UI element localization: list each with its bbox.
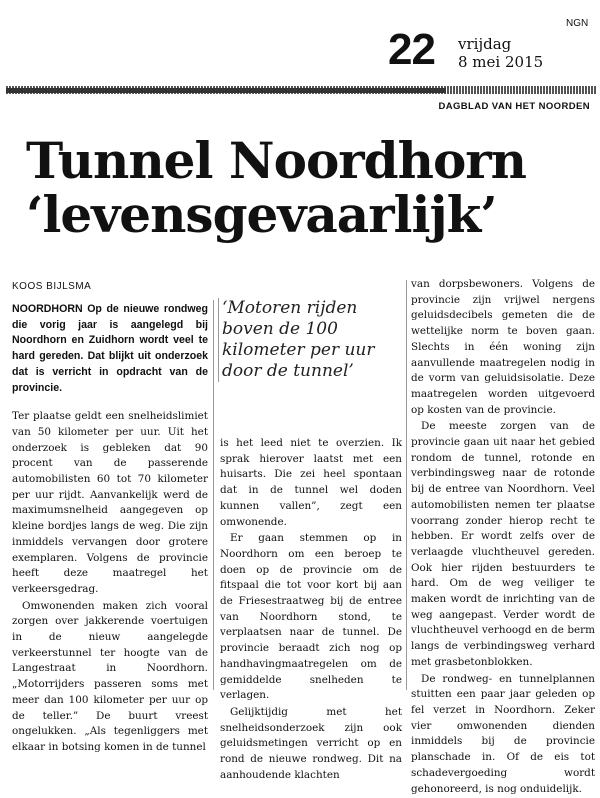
paragraph: Ter plaatse geldt een snelheidslimiet van 50 kilometer per uur. Uit het onderzoek is gebleken dat 90 procent van de passerende automobilisten 60 tot 70 kilometer per uur rijdt. Aanvankelijk werd de maximumsnelheid aangegeven op kleine bordjes langs de weg. Die zijn inmiddels vervangen door grotere exemplaren. Volgens de provincie heeft deze maatregel het verkeersgedrag. <box>12 410 208 595</box>
paragraph: Er gaan stemmen op in Noordhorn om een beroep te doen op de provincie om de fitspaal die tot voor kort bij aan de Friesestraatweg bij de entree van Noordhorn stond, te verplaatsen naar de tunnel. De provincie beraadt zich nog op handhavingmaatregelen om de gemiddelde snelheden te verlagen. <box>220 532 402 702</box>
paragraph: Omwonenden maken zich vooral zorgen over jakkerende voertuigen in de nieuw aangelegde verkeerstunnel ter hoogte van de Langestraat in Noordhorn. „Motorrijders passeren soms met meer dan 100 kilometer per uur op de teller.” De buurt vreest ongelukken. „Als tegenliggers met elkaar in botsing komen in de tunnel <box>12 599 208 753</box>
quote-rule <box>218 298 219 382</box>
column-1 <box>12 302 208 757</box>
column-divider <box>406 280 407 690</box>
dateline: NOORDHORN <box>12 303 83 315</box>
header-rule-solid <box>6 88 446 93</box>
paragraph: is het leed niet te overzien. Ik sprak hierover laatst met een huisarts. Die zei heel spontaan dat in de tunnel wel doden kunnen vallen”, zegt een omwonende. <box>220 437 402 528</box>
column-2 <box>220 436 402 784</box>
intro-text: Op de nieuwe rondweg die vorig jaar is aangelegd bij Noordhorn en Zuidhorn wordt veel te hard gereden. Dat blijkt uit onderzoek dat is verricht in opdracht van de provincie. <box>12 303 208 394</box>
paragraph: De meeste zorgen van de provincie gaan uit naar het gebied rondom de tunnel, rotonde en verbindingsweg naar de rotonde bij de entree van Noordhorn. Veel automobilisten nemen ter plaatse voorrang zonder hierop recht te hebben. Er wordt zelfs over de verlaagde vluchtheuvel gereden. Ook hier rijden bestuurders te hard. Om de weg veiliger te maken wordt de inrichting van de weg aangepast. Verder wordt de vluchtheuvel verhoogd en de berm langs de verbindingsweg verhard met grasbetonblokken. <box>411 420 595 668</box>
column-divider <box>213 300 214 690</box>
page-number: 22 <box>388 25 435 74</box>
section-code: NGN <box>566 18 589 29</box>
publication-date: 8 mei 2015 <box>458 53 544 71</box>
pull-quote: ‘Motoren rijden boven de 100 kilometer per uur door de tunnel’ <box>222 298 375 381</box>
byline: KOOS BIJLSMA <box>12 281 92 292</box>
headline-line-2: ‘levensgevaarlijk’ <box>26 185 497 244</box>
paragraph: van dorpsbewoners. Volgens de provincie zijn vrijwel nergens geluidsdecibels gemeten die de wettelijke norm te boven gaan. Slechts in één woning zijn aanvullende maatregelen nodig in de vorm van geluidsisolatie. Deze maatregelen worden uitgevoerd op kosten van de provincie. <box>411 278 595 416</box>
paragraph: Gelijktijdig met het snelheidsonderzoek zijn ook geluidsmetingen verricht op en rond de nieuwe rondweg. Dit na aanhoudende klachten <box>220 705 402 781</box>
headline <box>26 131 586 244</box>
intro <box>12 302 208 396</box>
newspaper-name: DAGBLAD VAN HET NOORDEN <box>438 101 590 112</box>
publication-day: vrijdag <box>458 35 512 53</box>
paragraph: De rondweg- en tunnelplannen stuitten een paar jaar geleden op fel verzet in Noordhorn. Zeker vier omwonenden dienden inmiddels bij de provincie planschade in. Of de eis tot schadevergoeding wordt gehonoreerd, is nog onduidelijk. <box>411 672 595 795</box>
headline-line-1: Tunnel Noordhorn <box>26 131 526 190</box>
column-3 <box>411 277 595 798</box>
